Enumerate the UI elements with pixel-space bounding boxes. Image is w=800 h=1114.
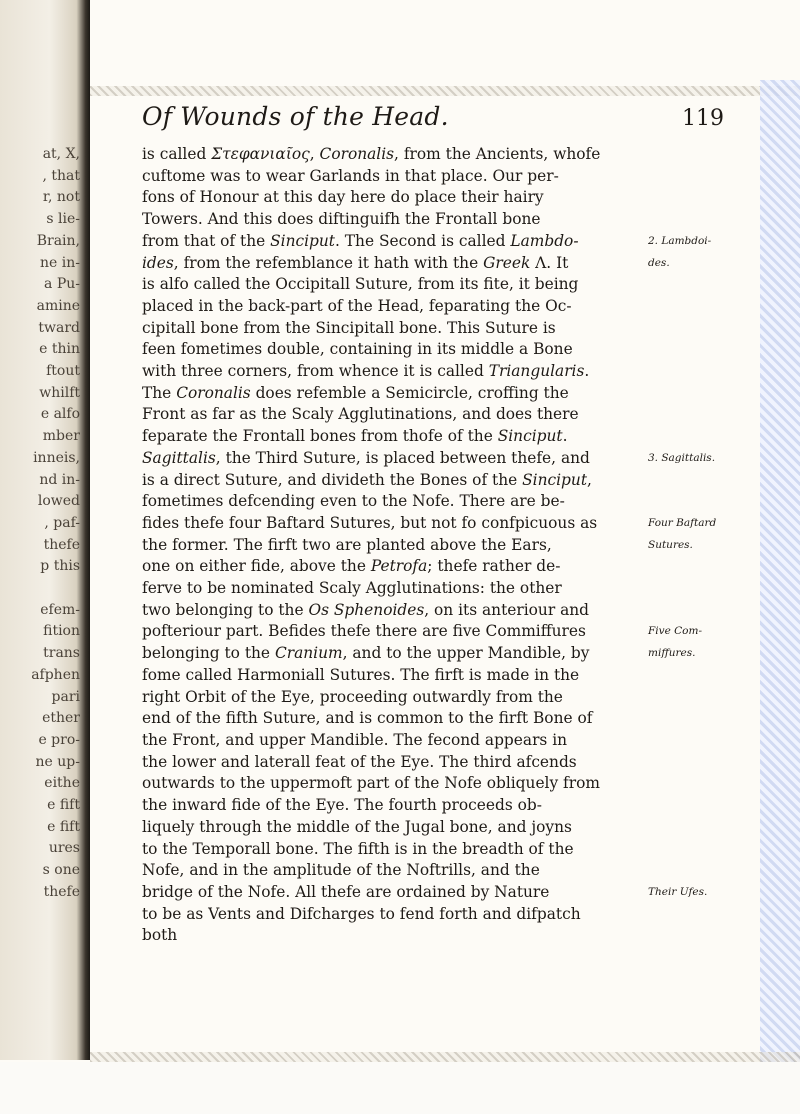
text-line	[142, 904, 644, 926]
text-run: to be as Vents and Difcharges to fend forth and difpatch	[142, 904, 581, 923]
previous-page-fragment: r, not	[42, 189, 80, 206]
italic-run: Στεφανιαῖος	[211, 145, 310, 163]
text-run: . The Second is called	[334, 231, 511, 250]
text-line	[142, 925, 644, 947]
previous-page-fragment: thefe	[43, 536, 80, 553]
previous-page-fragment: whilft	[39, 384, 80, 401]
text-run: ,	[587, 470, 592, 489]
running-head: Of Wounds of the Head.	[142, 102, 449, 131]
text-run: .	[584, 362, 590, 381]
italic-run: Coronalis	[319, 145, 395, 163]
text-line	[142, 383, 644, 405]
text-line	[142, 513, 644, 535]
italic-run: Sinciput	[270, 231, 335, 250]
text-line	[142, 253, 644, 275]
text-line	[142, 882, 644, 904]
text-run: fides thefe four Baftard Sutures, but not fo confpicuous as	[142, 513, 598, 532]
text-run: belonging to the	[142, 644, 275, 663]
text-run: the inward fide of the Eye. The fourth proceeds ob-	[142, 796, 542, 815]
text-run: right Orbit of the Eye, proceeding outwardly from the	[142, 687, 563, 706]
text-run: bridge of the Nofe. All thefe are ordained by Nature	[142, 882, 550, 901]
text-run: cuftome was to wear Garlands in that place. Our per-	[142, 166, 559, 185]
text-line	[142, 361, 644, 383]
previous-page-fragment: amine	[36, 297, 80, 314]
text-run: feen fometimes double, containing in its middle a Bone	[142, 340, 573, 359]
text-run: , the Third Suture, is placed between thefe, and	[215, 448, 590, 467]
text-run: feparate the Frontall bones from thofe of the	[142, 427, 498, 446]
previous-page-fragment: , paf-	[44, 514, 80, 531]
text-line	[142, 556, 644, 578]
margin-note: Five Com-	[648, 625, 702, 638]
text-run: liquely through the middle of the Jugal bone, and joyns	[142, 817, 572, 836]
text-run: Nofe, and in the amplitude of the Noftrills, and the	[142, 861, 540, 880]
text-line	[142, 470, 644, 492]
text-line	[142, 274, 644, 296]
margin-note: des.	[648, 256, 670, 269]
previous-page-fragment: s one	[42, 862, 80, 879]
text-run: Front as far as the Scaly Agglutinations, and does there	[142, 405, 579, 424]
text-line	[142, 621, 644, 643]
previous-page-fragment: thefe	[43, 883, 80, 900]
text-line	[142, 665, 644, 687]
text-run: .	[562, 427, 568, 446]
previous-page-fragment: a Pu-	[44, 276, 80, 293]
text-line	[142, 166, 644, 188]
text-line	[142, 817, 644, 839]
text-run: cipitall bone from the Sincipitall bone. This Suture is	[142, 318, 556, 337]
previous-page-fragment: pari	[51, 688, 80, 705]
previous-page-fragment: afphen	[31, 666, 80, 683]
previous-page-fragment: , that	[42, 167, 80, 184]
text-run: both	[142, 926, 178, 945]
page-edge-bottom	[90, 1052, 800, 1062]
previous-page-fragment: inneis,	[33, 449, 80, 466]
italic-run: Sagittalis	[142, 448, 216, 467]
italic-run: Triangularis	[488, 362, 585, 381]
previous-page-fragment: tward	[38, 319, 80, 336]
previous-page-fragment: nd in-	[39, 471, 80, 488]
text-run: ferve to be nominated Scaly Agglutinations: the other	[142, 579, 562, 598]
text-line	[142, 187, 644, 209]
previous-page-fragments	[0, 0, 80, 1060]
text-run: ,	[309, 145, 320, 163]
text-run: to the Temporall bone. The fifth is in the breadth of the	[142, 839, 574, 858]
italic-run: Os Sphenoides	[308, 600, 425, 619]
margin-note: 3. Sagittalis.	[648, 451, 716, 464]
scan-background	[0, 1062, 800, 1114]
previous-page-fragment: e fift	[47, 818, 80, 835]
text-line	[142, 231, 644, 253]
italic-run: Lambdo-	[510, 231, 579, 250]
margin-note: miffures.	[648, 647, 696, 660]
italic-run: ides	[142, 253, 174, 272]
previous-page-fragment: ftout	[46, 363, 80, 379]
text-run: is a direct Suture, and divideth the Bones of the	[142, 470, 523, 489]
margin-note: 2. Lambdoi-	[648, 234, 712, 247]
text-run: the lower and laterall feat of the Eye. The third afcends	[142, 752, 577, 771]
previous-page-fragment: ether	[42, 710, 80, 727]
text-line	[142, 687, 644, 709]
italic-run: Sinciput	[497, 427, 563, 446]
italic-run: Sinciput	[522, 470, 588, 489]
text-run: , and to the upper Mandible, by	[342, 644, 590, 663]
text-line	[142, 708, 644, 730]
text-line	[142, 318, 644, 340]
page-edge-top	[90, 86, 800, 96]
previous-page-fragment: mber	[42, 428, 80, 445]
previous-page-fragment: fition	[43, 623, 80, 640]
text-run: the Front, and upper Mandible. The fecond appears in	[142, 730, 568, 749]
previous-page-fragment: ures	[48, 840, 80, 857]
text-run: Λ. It	[530, 253, 569, 272]
text-line	[142, 860, 644, 882]
text-run: does refemble a Semicircle, croffing the	[250, 383, 569, 402]
previous-page-fragment: Brain,	[36, 232, 80, 249]
text-run: The	[142, 383, 177, 402]
previous-page-fragment: at, X,	[42, 146, 80, 162]
text-run: end of the fifth Suture, and is common to the firft Bone of	[142, 709, 593, 728]
text-line	[142, 773, 644, 795]
previous-page-fragment: lowed	[37, 493, 80, 510]
text-run: from that of the	[142, 231, 271, 250]
text-run: pofteriour part. Befides thefe there are five Commiffures	[142, 622, 586, 641]
text-run: is called	[142, 145, 212, 163]
previous-page-fragment: e thin	[39, 341, 80, 358]
text-run: , from the Ancients, whofe	[394, 145, 601, 163]
margin-note: Four Baftard	[648, 516, 717, 529]
text-line	[142, 643, 644, 665]
text-line	[142, 448, 644, 470]
text-line	[142, 296, 644, 318]
previous-page-fragment: ne up-	[35, 753, 80, 770]
previous-page-fragment: e pro-	[38, 731, 80, 748]
italic-run: Coronalis	[176, 383, 251, 402]
previous-page-fragment: trans	[43, 645, 80, 662]
body-text	[142, 144, 644, 947]
text-run: fons of Honour at this day here do place their hairy	[142, 188, 544, 207]
text-run: two belonging to the	[142, 600, 309, 619]
text-line	[142, 404, 644, 426]
previous-page-fragment: e fift	[47, 797, 80, 813]
text-run: fometimes defcending even to the Nofe. There are be-	[142, 492, 565, 511]
text-run: is alfo called the Occipitall Suture, from its fite, it being	[142, 275, 579, 294]
italic-run: Petrofa	[370, 557, 428, 576]
text-line	[142, 209, 644, 231]
previous-page-fragment: eithe	[44, 775, 80, 792]
text-line	[142, 752, 644, 774]
book-page	[132, 96, 772, 1052]
italic-run: Greek	[483, 253, 531, 272]
previous-page-fragment: s lie-	[46, 211, 80, 228]
text-line	[142, 600, 644, 622]
text-run: Towers. And this does diftinguifh the Frontall bone	[142, 210, 541, 229]
text-run: with three corners, from whence it is called	[142, 362, 489, 381]
previous-page-fragment: e alfo	[40, 406, 80, 423]
text-run: outwards to the uppermoft part of the Nofe obliquely from	[142, 774, 600, 793]
previous-page-fragment: ne in-	[40, 254, 80, 271]
text-run: , from the refemblance it hath with the	[173, 253, 484, 272]
text-line	[142, 795, 644, 817]
previous-page-fragment: efem-	[40, 601, 80, 618]
text-run: , on its anteriour and	[424, 600, 590, 619]
text-line	[142, 730, 644, 752]
text-run: ; thefe rather de-	[427, 557, 561, 576]
page-number: 119	[682, 106, 724, 131]
margin-note: Their Ufes.	[648, 885, 708, 898]
text-line	[142, 535, 644, 557]
text-line	[142, 339, 644, 361]
italic-run: Cranium	[274, 644, 343, 663]
text-line	[142, 144, 644, 166]
text-run: fome called Harmoniall Sutures. The firft is made in the	[142, 665, 580, 684]
text-run: one on either fide, above the	[142, 557, 371, 576]
text-run: the former. The firft two are planted above the Ears,	[142, 535, 552, 554]
text-line	[142, 578, 644, 600]
margin-note: Sutures.	[648, 538, 693, 551]
text-line	[142, 491, 644, 513]
text-line	[142, 839, 644, 861]
previous-page-fragment: p this	[40, 558, 80, 575]
text-line	[142, 426, 644, 448]
text-run: placed in the back-part of the Head, feparating the Oc-	[142, 296, 572, 315]
